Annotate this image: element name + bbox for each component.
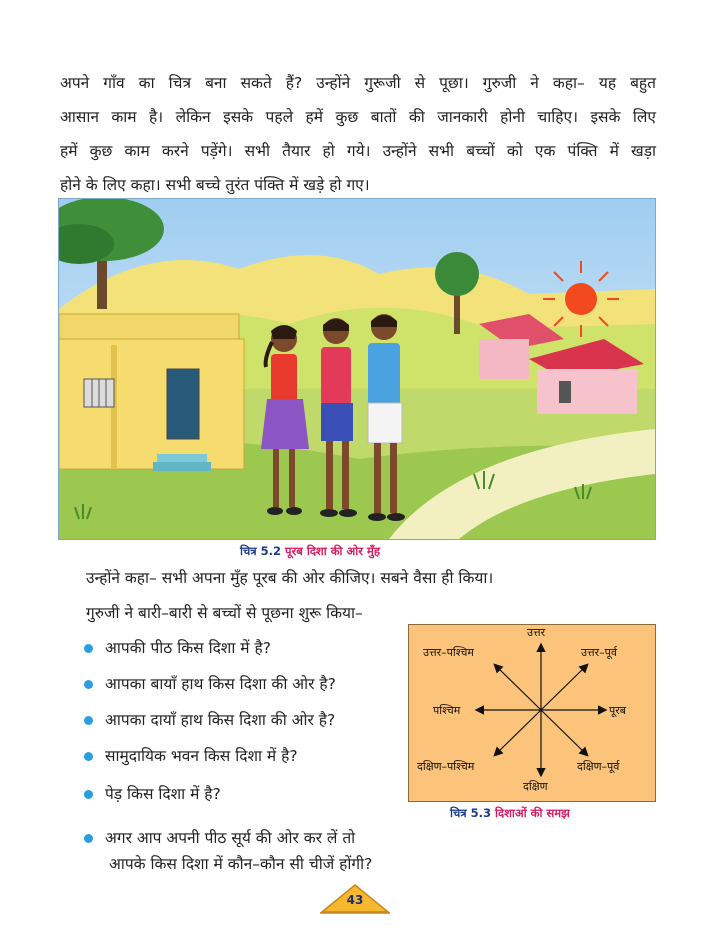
list-item bbox=[84, 708, 335, 730]
question-text: अगर आप अपनी पीठ सूर्य की ओर कर लें तो bbox=[105, 829, 356, 847]
question-text: पेड़ किस दिशा में है? bbox=[105, 785, 221, 803]
figure-5-3-caption bbox=[450, 806, 570, 821]
intro-line-4: होने के लिए कहा। सभी बच्चे तुरंत पंक्ति में खड़े हो गए। bbox=[60, 176, 370, 194]
compass-north-label: उत्तर bbox=[527, 626, 546, 639]
intro-paragraph bbox=[60, 66, 656, 202]
compass-west-label: पश्चिम bbox=[433, 704, 461, 717]
compass-north-east-label: उत्तर–पूर्व bbox=[581, 646, 617, 659]
compass-directions-diagram bbox=[408, 624, 656, 802]
after-figure-line-1: उन्होंने कहा– सभी अपना मुँह पूरब की ओर कीजिए। सबने वैसा ही किया। bbox=[86, 569, 494, 587]
question-text: आपकी पीठ किस दिशा में है? bbox=[105, 639, 271, 657]
compass-south-west-label: दक्षिण–पश्चिम bbox=[417, 760, 475, 773]
figure-5-2-label: चित्र 5.2 bbox=[240, 544, 282, 558]
compass-east-label: पूरब bbox=[609, 704, 627, 717]
illustration-children-facing-east bbox=[58, 198, 656, 540]
question-continuation: आपके किस दिशा में कौन–कौन सी चीजें होंगी? bbox=[109, 855, 373, 873]
page-number: 43 bbox=[346, 893, 364, 907]
bullet-icon bbox=[84, 834, 93, 843]
bullet-icon bbox=[84, 790, 93, 799]
compass-south-label: दक्षिण bbox=[523, 780, 548, 793]
bullet-icon bbox=[84, 644, 93, 653]
compass-north-west-label: उत्तर–पश्चिम bbox=[423, 646, 474, 659]
list-item bbox=[84, 826, 355, 848]
intro-line-3: हमें कुछ काम करने पड़ेंगे। सभी तैयार हो गये। उन्होंने सभी बच्चों को एक पंक्ति में खड़ा bbox=[60, 142, 656, 160]
question-text: आपका बायाँ हाथ किस दिशा की ओर है? bbox=[105, 675, 336, 693]
compass-south-east-label: दक्षिण–पूर्व bbox=[577, 760, 620, 773]
question-text: आपका दायाँ हाथ किस दिशा की ओर है? bbox=[105, 711, 336, 729]
question-text: सामुदायिक भवन किस दिशा में है? bbox=[105, 747, 298, 765]
after-figure-line-2: गुरुजी ने बारी–बारी से बच्चों से पूछना शुरू किया– bbox=[86, 604, 363, 622]
figure-5-3-title: दिशाओं की समझ bbox=[495, 806, 570, 820]
page-number-badge bbox=[320, 884, 390, 914]
figure-5-2-title: पूरब दिशा की ओर मुँह bbox=[285, 544, 380, 558]
figure-5-2-caption bbox=[240, 544, 380, 559]
figure-5-3-label: चित्र 5.3 bbox=[450, 806, 492, 820]
bullet-icon bbox=[84, 680, 93, 689]
list-item bbox=[84, 744, 298, 766]
bullet-icon bbox=[84, 716, 93, 725]
intro-line-1: अपने गाँव का चित्र बना सकते हैं? उन्होंने गुरूजी से पूछा। गुरुजी ने कहा– यह बहुत bbox=[60, 74, 656, 92]
list-item bbox=[84, 636, 271, 658]
intro-line-2: आसान काम है। लेकिन इसके पहले हमें कुछ बातों की जानकारी होनी चाहिए। इसके लिए bbox=[60, 108, 656, 126]
bullet-icon bbox=[84, 752, 93, 761]
list-item bbox=[84, 782, 221, 804]
list-item bbox=[84, 672, 336, 694]
